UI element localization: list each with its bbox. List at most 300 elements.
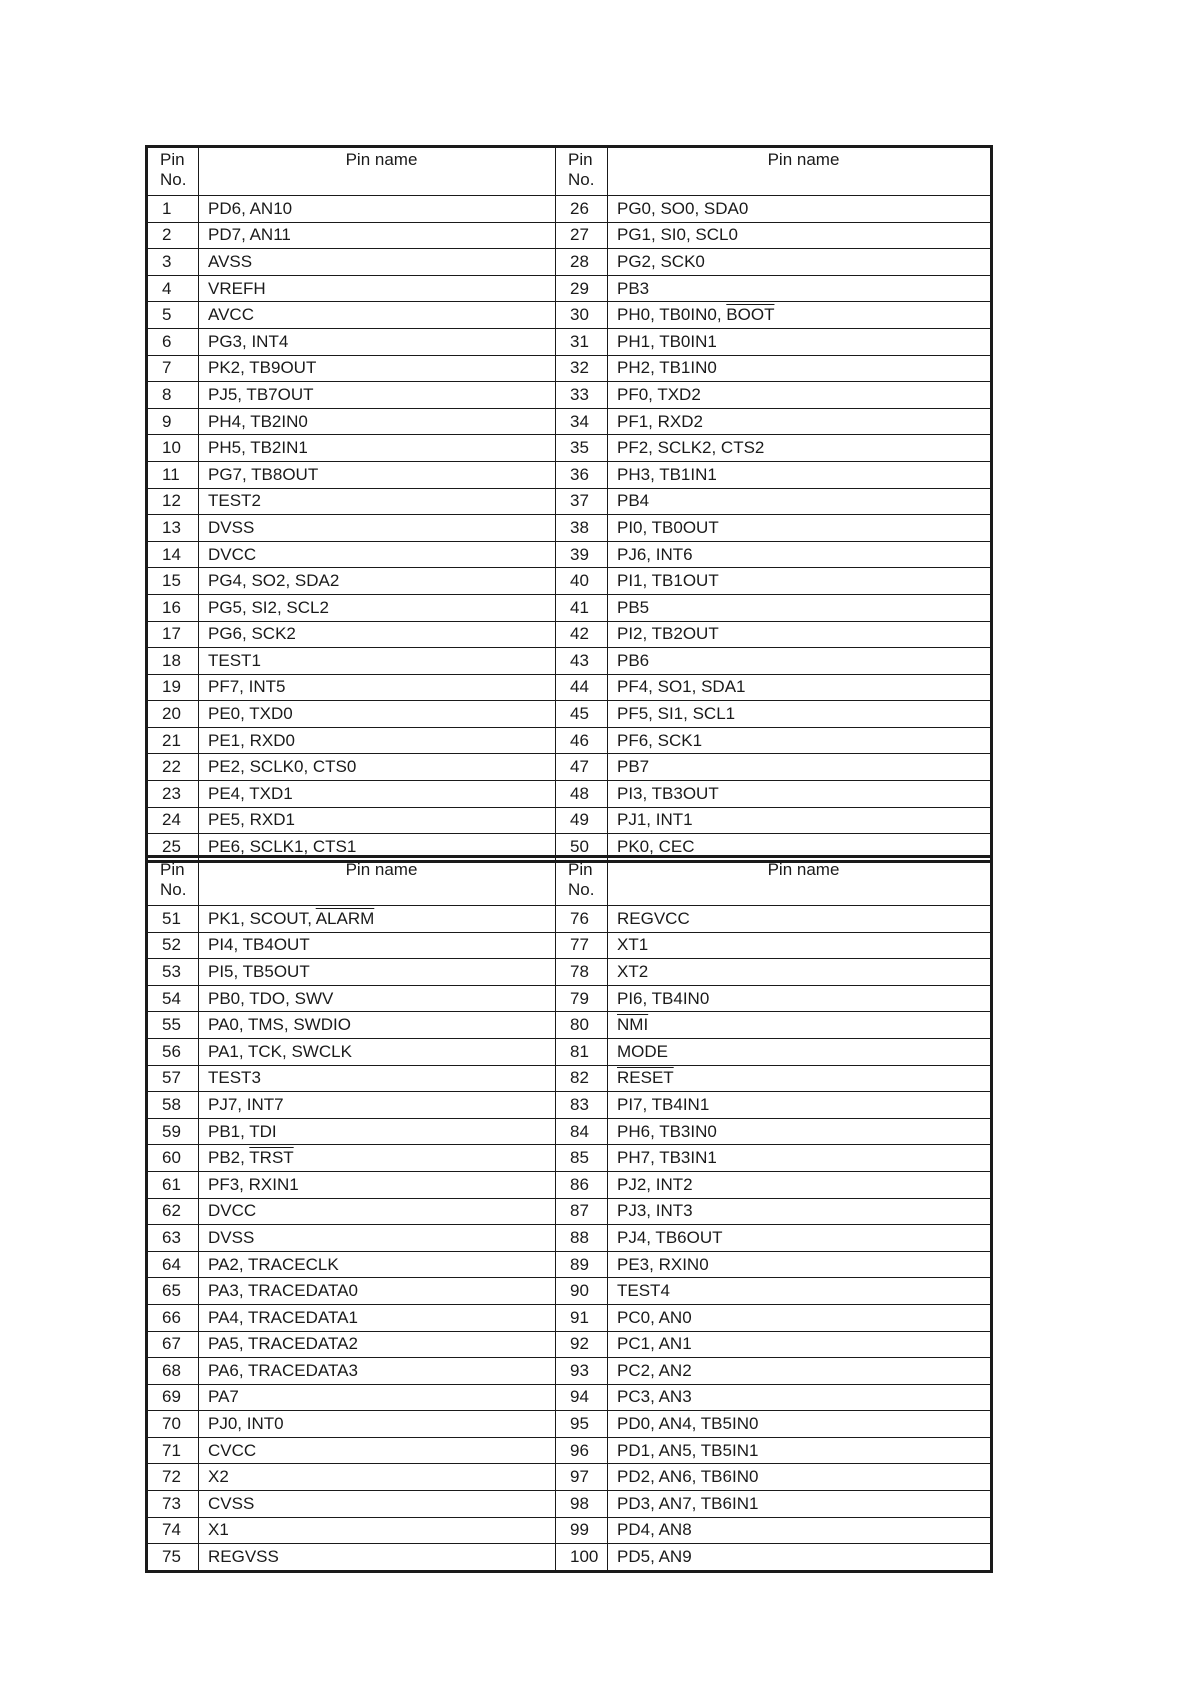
- table-row: [147, 807, 992, 834]
- pin-name-text: PD7, AN11: [208, 225, 291, 245]
- pin-number-cell: 52: [147, 932, 199, 959]
- pin-name-text: PA1, TCK, SWCLK: [208, 1041, 352, 1061]
- pin-number-cell: 62: [147, 1198, 199, 1225]
- pin-name-cell: [199, 1517, 556, 1544]
- pin-number-cell: 100: [556, 1544, 608, 1572]
- pin-name-text: PF1, RXD2: [617, 411, 703, 431]
- pin-table-1-50: [145, 145, 993, 863]
- pin-name-cell: [199, 1012, 556, 1039]
- pin-name-text: CVSS: [208, 1493, 255, 1513]
- pin-name-text: DVCC: [208, 1201, 257, 1221]
- pin-number-cell: 31: [556, 328, 608, 355]
- pin-number-cell: 77: [556, 932, 608, 959]
- pin-name-cell: [199, 1331, 556, 1358]
- pin-name-text: PA6, TRACEDATA3: [208, 1360, 358, 1380]
- pin-name-text: PE5, RXD1: [208, 810, 295, 830]
- pin-number-cell: 91: [556, 1304, 608, 1331]
- pin-name-cell: [199, 196, 556, 223]
- pin-number-cell: 23: [147, 781, 199, 808]
- pin-number-cell: 87: [556, 1198, 608, 1225]
- pin-name-text: PF5, SI1, SCL1: [617, 704, 736, 724]
- pin-name-text: DVSS: [208, 517, 255, 537]
- pin-number-cell: 4: [147, 275, 199, 302]
- pin-no-header: Pin No.: [147, 147, 199, 196]
- pin-number-cell: 94: [556, 1384, 608, 1411]
- table-row: [147, 985, 992, 1012]
- pin-name-text: PB7: [617, 757, 650, 777]
- pin-number-cell: 6: [147, 328, 199, 355]
- pin-name-cell: [199, 906, 556, 933]
- pin-number-cell: 37: [556, 488, 608, 515]
- pin-name-cell: [199, 648, 556, 675]
- pin-name-cell: [199, 621, 556, 648]
- pin-name-cell: [608, 541, 992, 568]
- pin-name-cell: [608, 906, 992, 933]
- pin-name-text: PH3, TB1IN1: [617, 464, 717, 484]
- pin-name-text: PB4: [617, 491, 650, 511]
- pin-name-cell: [608, 1198, 992, 1225]
- table-row: [147, 515, 992, 542]
- pin-name-cell: [608, 1065, 992, 1092]
- active-low-signal-name: RESET: [617, 1068, 674, 1088]
- pin-name-cell: [199, 222, 556, 249]
- pin-number-cell: 40: [556, 568, 608, 595]
- pin-name-text: PB6: [617, 650, 650, 670]
- pin-number-cell: 55: [147, 1012, 199, 1039]
- pin-name-text: PH4, TB2IN0: [208, 411, 308, 431]
- pin-number-cell: 53: [147, 959, 199, 986]
- pin-name-cell: [608, 1225, 992, 1252]
- pin-name-text: PC1, AN1: [617, 1334, 692, 1354]
- pin-name-text: PF6, SCK1: [617, 730, 703, 750]
- pin-name-text: PI3, TB3OUT: [617, 783, 719, 803]
- pin-number-cell: 75: [147, 1544, 199, 1572]
- pin-number-cell: 8: [147, 382, 199, 409]
- pin-number-cell: 70: [147, 1411, 199, 1438]
- table-row: [147, 594, 992, 621]
- pin-name-text: PA0, TMS, SWDIO: [208, 1015, 351, 1035]
- pin-name-cell: [608, 754, 992, 781]
- pin-number-cell: 10: [147, 435, 199, 462]
- pin-number-cell: 74: [147, 1517, 199, 1544]
- pin-number-cell: 18: [147, 648, 199, 675]
- pin-name-text: PG2, SCK0: [617, 251, 705, 271]
- pin-number-cell: 33: [556, 382, 608, 409]
- pin-number-cell: 36: [556, 461, 608, 488]
- pin-name-cell: [608, 781, 992, 808]
- pin-number-cell: 71: [147, 1437, 199, 1464]
- pin-name-text: PJ5, TB7OUT: [208, 384, 314, 404]
- pin-name-text: PD4, AN8: [617, 1520, 692, 1540]
- pin-number-cell: 13: [147, 515, 199, 542]
- table-row: [147, 222, 992, 249]
- pin-number-cell: 60: [147, 1145, 199, 1172]
- pin-name-text: MODE: [617, 1041, 668, 1061]
- pin-name-cell: [608, 196, 992, 223]
- pin-number-cell: 93: [556, 1358, 608, 1385]
- pin-no-header: Pin No.: [556, 857, 608, 906]
- pin-number-cell: 25: [147, 834, 199, 862]
- pin-name-text: TEST3: [208, 1068, 261, 1088]
- pin-name-cell: [608, 1437, 992, 1464]
- pin-number-cell: 41: [556, 594, 608, 621]
- pin-number-cell: 24: [147, 807, 199, 834]
- pin-number-cell: 64: [147, 1251, 199, 1278]
- pin-number-cell: 21: [147, 727, 199, 754]
- pin-name-cell: [199, 1145, 556, 1172]
- table-row: [147, 488, 992, 515]
- pin-number-cell: 99: [556, 1517, 608, 1544]
- table-row: [147, 541, 992, 568]
- pin-name-cell: [199, 568, 556, 595]
- table-row: [147, 621, 992, 648]
- pin-name-text: PK0, CEC: [617, 837, 695, 857]
- pin-name-text: PA4, TRACEDATA1: [208, 1307, 358, 1327]
- pin-name-text: X1: [208, 1520, 229, 1540]
- pin-name-cell: [199, 541, 556, 568]
- pin-name-cell: [199, 807, 556, 834]
- pin-name-text: PC3, AN3: [617, 1387, 692, 1407]
- table-row: [147, 1358, 992, 1385]
- pin-name-cell: [608, 515, 992, 542]
- pin-name-text: PJ0, INT0: [208, 1414, 284, 1434]
- pin-number-cell: 39: [556, 541, 608, 568]
- pin-number-cell: 45: [556, 701, 608, 728]
- pin-name-text: DVCC: [208, 544, 257, 564]
- pin-name-text: TEST2: [208, 491, 261, 511]
- pin-name-cell: [608, 408, 992, 435]
- pin-name-text: PG5, SI2, SCL2: [208, 597, 329, 617]
- pin-number-cell: 78: [556, 959, 608, 986]
- pin-name-text: PB1, TDI: [208, 1121, 277, 1141]
- pin-name-text: PD3, AN7, TB6IN1: [617, 1493, 759, 1513]
- pin-name-cell: [199, 1437, 556, 1464]
- pin-number-cell: 65: [147, 1278, 199, 1305]
- pin-name-cell: [199, 302, 556, 329]
- pin-number-cell: 84: [556, 1118, 608, 1145]
- table-row: [147, 196, 992, 223]
- pin-name-cell: [608, 1411, 992, 1438]
- pin-name-cell: [608, 985, 992, 1012]
- pin-number-cell: 15: [147, 568, 199, 595]
- pin-name-text: PJ2, INT2: [617, 1174, 693, 1194]
- table-row: [147, 1171, 992, 1198]
- pin-number-cell: 7: [147, 355, 199, 382]
- table-row: [147, 408, 992, 435]
- pin-name-text: PI1, TB1OUT: [617, 571, 719, 591]
- pin-name-text: PF4, SO1, SDA1: [617, 677, 746, 697]
- pin-name-text: PH5, TB2IN1: [208, 438, 308, 458]
- table-row: [147, 1517, 992, 1544]
- pin-number-cell: 1: [147, 196, 199, 223]
- pin-number-cell: 96: [556, 1437, 608, 1464]
- pin-number-cell: 19: [147, 674, 199, 701]
- pin-name-text: PJ1, INT1: [617, 810, 693, 830]
- pin-name-cell: [608, 488, 992, 515]
- pin-number-cell: 11: [147, 461, 199, 488]
- pin-name-cell: [608, 275, 992, 302]
- pin-number-cell: 59: [147, 1118, 199, 1145]
- pin-number-cell: 67: [147, 1331, 199, 1358]
- pin-name-text: REGVCC: [617, 908, 690, 928]
- table-row: [147, 1384, 992, 1411]
- table-row: [147, 1145, 992, 1172]
- pin-name-cell: [608, 435, 992, 462]
- pin-name-cell: [199, 1411, 556, 1438]
- pin-number-cell: 29: [556, 275, 608, 302]
- pin-name-cell: [199, 275, 556, 302]
- pin-name-text: PG6, SCK2: [208, 624, 296, 644]
- table-header-row: [147, 147, 992, 196]
- pin-name-cell: [608, 648, 992, 675]
- pin-number-cell: 97: [556, 1464, 608, 1491]
- pin-name-cell: [199, 1225, 556, 1252]
- pin-number-cell: 46: [556, 727, 608, 754]
- table-row: [147, 1544, 992, 1572]
- pin-name-text: PE3, RXIN0: [617, 1254, 709, 1274]
- table-row: [147, 302, 992, 329]
- pin-number-cell: 28: [556, 249, 608, 276]
- pin-number-cell: 22: [147, 754, 199, 781]
- pin-name-cell: [608, 302, 992, 329]
- pin-name-cell: [199, 727, 556, 754]
- pin-name-cell: [608, 1517, 992, 1544]
- pin-number-cell: 82: [556, 1065, 608, 1092]
- pin-number-cell: 3: [147, 249, 199, 276]
- pin-number-cell: 27: [556, 222, 608, 249]
- table-header-row: [147, 857, 992, 906]
- pin-number-cell: 56: [147, 1038, 199, 1065]
- pin-name-cell: [199, 382, 556, 409]
- pin-table-body: [147, 857, 992, 1572]
- pin-name-text: PA5, TRACEDATA2: [208, 1334, 358, 1354]
- pin-name-cell: [608, 807, 992, 834]
- pin-name-cell: [199, 701, 556, 728]
- pin-name-text: PA7: [208, 1387, 239, 1407]
- table-row: [147, 648, 992, 675]
- pin-number-cell: 12: [147, 488, 199, 515]
- pin-name-text: PF2, SCLK2, CTS2: [617, 438, 765, 458]
- active-low-signal-name: $\overline{NMI}$: [617, 1015, 649, 1035]
- pin-name-cell: [199, 355, 556, 382]
- pin-name-cell: [199, 1491, 556, 1518]
- pin-name-text: PJ4, TB6OUT: [617, 1227, 723, 1247]
- pin-name-text: PB0, TDO, SWV: [208, 988, 334, 1008]
- pin-name-cell: [608, 568, 992, 595]
- pin-name-text: REGVSS: [208, 1547, 279, 1567]
- table-row: [147, 1464, 992, 1491]
- pin-number-cell: 49: [556, 807, 608, 834]
- table-row: [147, 568, 992, 595]
- pin-name-cell: [199, 1544, 556, 1572]
- pin-name-cell: [199, 985, 556, 1012]
- table-row: [147, 754, 992, 781]
- table-row: [147, 1331, 992, 1358]
- pin-name-text: PI6, TB4IN0: [617, 988, 710, 1008]
- pin-name-cell: [199, 932, 556, 959]
- pin-number-cell: 34: [556, 408, 608, 435]
- table-row: [147, 674, 992, 701]
- pin-number-cell: 66: [147, 1304, 199, 1331]
- pin-number-cell: 73: [147, 1491, 199, 1518]
- pin-name-text: PC0, AN0: [617, 1307, 692, 1327]
- pin-name-cell: [199, 1092, 556, 1119]
- pin-name-text: PG4, SO2, SDA2: [208, 571, 340, 591]
- pin-name-cell: [608, 932, 992, 959]
- pin-name-text: CVCC: [208, 1440, 257, 1460]
- pin-name-text: PF7, INT5: [208, 677, 286, 697]
- pin-name-text: PD2, AN6, TB6IN0: [617, 1467, 759, 1487]
- pin-name-cell: [608, 1331, 992, 1358]
- pin-number-cell: 48: [556, 781, 608, 808]
- pin-name-text: PJ3, INT3: [617, 1201, 693, 1221]
- pin-number-cell: 26: [556, 196, 608, 223]
- pin-name-cell: [199, 1464, 556, 1491]
- pin-name-text: PG3, INT4: [208, 331, 289, 351]
- pin-name-text: PD5, AN9: [617, 1547, 692, 1567]
- pin-number-cell: 5: [147, 302, 199, 329]
- pin-name-cell: [199, 488, 556, 515]
- pin-name-cell: [199, 1251, 556, 1278]
- active-low-signal-name: TRST: [249, 1148, 294, 1168]
- table-row: [147, 275, 992, 302]
- pin-name-cell: [608, 328, 992, 355]
- pin-name-cell: [199, 1065, 556, 1092]
- pin-name-cell: [199, 754, 556, 781]
- pin-name-text: PG7, TB8OUT: [208, 464, 319, 484]
- pin-name-text: PB3: [617, 278, 650, 298]
- pin-name-cell: [199, 1304, 556, 1331]
- pin-number-cell: 80: [556, 1012, 608, 1039]
- pin-name-cell: [199, 959, 556, 986]
- pin-name-cell: [199, 408, 556, 435]
- pin-name-text: PE1, RXD0: [208, 730, 295, 750]
- pin-number-cell: 58: [147, 1092, 199, 1119]
- pin-name-cell: [608, 1171, 992, 1198]
- pin-name-cell: [199, 781, 556, 808]
- pin-number-cell: 32: [556, 355, 608, 382]
- pin-number-cell: 81: [556, 1038, 608, 1065]
- table-row: [147, 906, 992, 933]
- pin-name-cell: [199, 249, 556, 276]
- pin-name-cell: [199, 1118, 556, 1145]
- pin-number-cell: 30: [556, 302, 608, 329]
- pin-name-text: PF0, TXD2: [617, 384, 701, 404]
- pin-name-cell: [199, 1198, 556, 1225]
- pin-name-text: VREFH: [208, 278, 266, 298]
- pin-name-cell: [608, 1251, 992, 1278]
- pin-number-cell: 90: [556, 1278, 608, 1305]
- pin-name-text: PH0, TB0IN0,: [617, 305, 727, 325]
- pin-number-cell: 42: [556, 621, 608, 648]
- table-row: [147, 727, 992, 754]
- pin-number-cell: 72: [147, 1464, 199, 1491]
- pin-name-cell: [608, 1092, 992, 1119]
- pin-number-cell: 69: [147, 1384, 199, 1411]
- pin-name-cell: [608, 382, 992, 409]
- table-row: [147, 959, 992, 986]
- pin-name-text: PH6, TB3IN0: [617, 1121, 717, 1141]
- pin-name-cell: [608, 1491, 992, 1518]
- table-row: [147, 1118, 992, 1145]
- pin-name-header: Pin name: [608, 857, 992, 906]
- pin-name-cell: [608, 222, 992, 249]
- pin-name-text: DVSS: [208, 1227, 255, 1247]
- pin-name-cell: [199, 435, 556, 462]
- pin-number-cell: 83: [556, 1092, 608, 1119]
- pin-name-text: PC2, AN2: [617, 1360, 692, 1380]
- pin-table-51-100: [145, 855, 993, 1573]
- pin-name-text: PE2, SCLK0, CTS0: [208, 757, 357, 777]
- pin-number-cell: 95: [556, 1411, 608, 1438]
- pin-name-text: PH7, TB3IN1: [617, 1148, 717, 1168]
- pin-number-cell: 63: [147, 1225, 199, 1252]
- table-row: [147, 1012, 992, 1039]
- pin-name-text: AVCC: [208, 305, 254, 325]
- pin-name-header: Pin name: [199, 857, 556, 906]
- pin-number-cell: 51: [147, 906, 199, 933]
- pin-number-cell: 61: [147, 1171, 199, 1198]
- table-row: [147, 1278, 992, 1305]
- pin-number-cell: 85: [556, 1145, 608, 1172]
- table-row: [147, 328, 992, 355]
- pin-name-cell: [608, 1464, 992, 1491]
- table-row: [147, 355, 992, 382]
- table-row: [147, 1491, 992, 1518]
- pin-name-cell: [608, 674, 992, 701]
- pin-name-text: PA2, TRACECLK: [208, 1254, 339, 1274]
- pin-number-cell: 17: [147, 621, 199, 648]
- pin-number-cell: 68: [147, 1358, 199, 1385]
- pin-name-text: PK2, TB9OUT: [208, 358, 317, 378]
- pin-name-text: PI7, TB4IN1: [617, 1094, 710, 1114]
- pin-name-cell: [199, 461, 556, 488]
- pin-name-text: PJ7, INT7: [208, 1094, 284, 1114]
- pin-number-cell: 50: [556, 834, 608, 862]
- table-row: [147, 382, 992, 409]
- table-row: [147, 1251, 992, 1278]
- pin-name-text: PE6, SCLK1, CTS1: [208, 837, 357, 857]
- pin-name-cell: [608, 1118, 992, 1145]
- pin-number-cell: 2: [147, 222, 199, 249]
- pin-number-cell: 47: [556, 754, 608, 781]
- pin-name-cell: [608, 1358, 992, 1385]
- pin-name-cell: [608, 959, 992, 986]
- table-row: [147, 701, 992, 728]
- pin-number-cell: 14: [147, 541, 199, 568]
- pin-name-text: PA3, TRACEDATA0: [208, 1281, 358, 1301]
- pin-name-cell: [608, 1145, 992, 1172]
- pin-name-cell: [608, 461, 992, 488]
- pin-name-text: PI5, TB5OUT: [208, 961, 310, 981]
- pin-number-cell: 98: [556, 1491, 608, 1518]
- table-row: [147, 1411, 992, 1438]
- table-row: [147, 1065, 992, 1092]
- pin-number-cell: 76: [556, 906, 608, 933]
- pin-number-cell: 86: [556, 1171, 608, 1198]
- pin-name-text: PB5: [617, 597, 650, 617]
- pin-name-cell: [199, 328, 556, 355]
- active-low-signal-name: BOOT: [726, 305, 775, 325]
- pin-name-text: PD0, AN4, TB5IN0: [617, 1414, 759, 1434]
- pin-name-cell: [608, 621, 992, 648]
- pin-name-cell: [608, 249, 992, 276]
- pin-no-header: Pin No.: [556, 147, 608, 196]
- pin-name-text: PD1, AN5, TB5IN1: [617, 1440, 759, 1460]
- table-row: [147, 932, 992, 959]
- pin-name-cell: [608, 594, 992, 621]
- pin-name-cell: [608, 1012, 992, 1039]
